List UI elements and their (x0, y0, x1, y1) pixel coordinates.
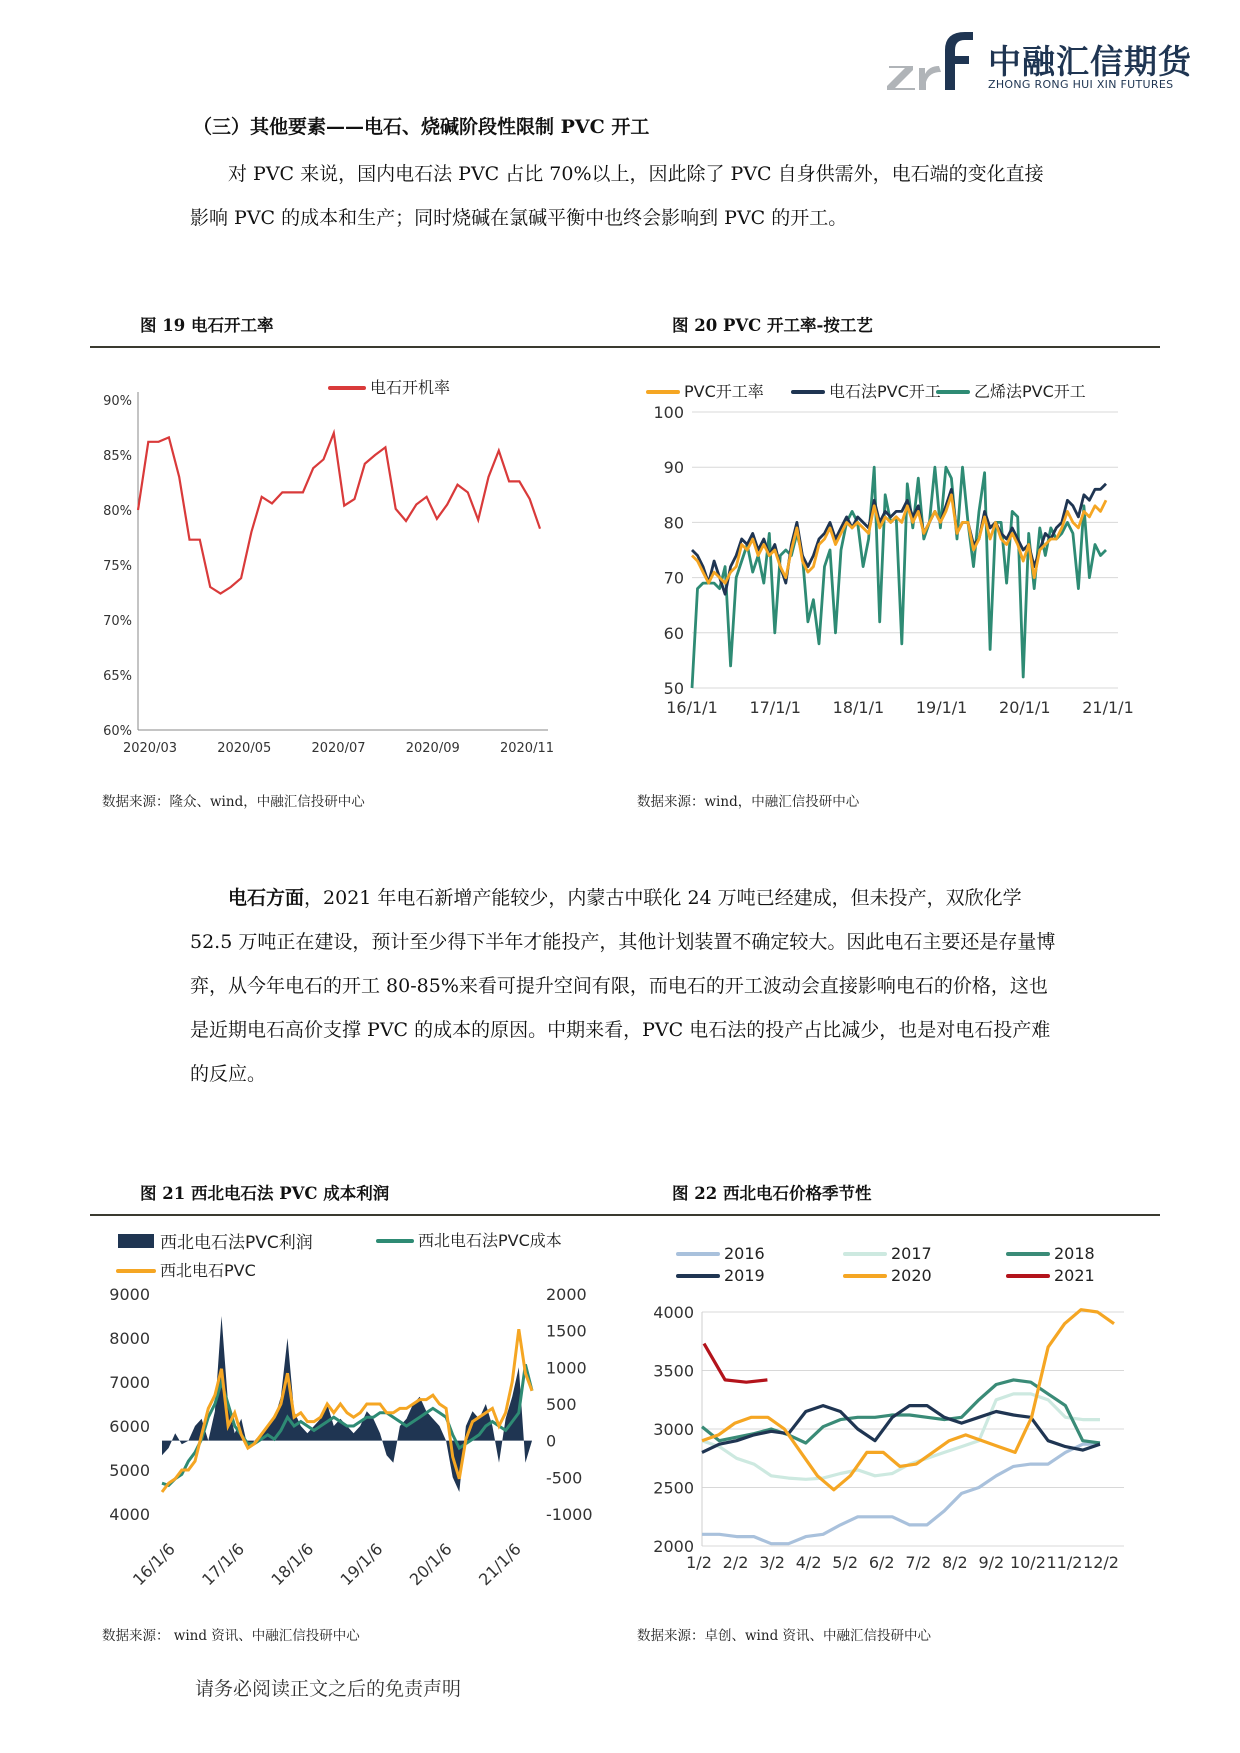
y-tick-label: 3000 (653, 1420, 694, 1439)
y-left-tick-label: 6000 (109, 1417, 150, 1436)
x-tick-label: 17/1/6 (198, 1539, 249, 1590)
legend-label-2: 乙烯法PVC开工 (974, 382, 1086, 401)
y-tick-label: 70 (663, 568, 684, 588)
x-tick-label: 3/2 (759, 1553, 785, 1572)
chart-northwest-carbide-seasonality (630, 1222, 1160, 1612)
x-tick-label: 4/2 (795, 1553, 822, 1572)
legend-label-4: 2020 (891, 1266, 932, 1285)
legend-label-1: 西北电石法PVC成本 (418, 1231, 562, 1250)
y-tick-label: 2500 (653, 1478, 694, 1498)
logo-company-english: ZHONG RONG HUI XIN FUTURES (988, 78, 1174, 91)
y-tick-label: 2000 (653, 1537, 694, 1556)
series-line-carbide-rate (138, 433, 540, 594)
legend-label-1: 电石法PVC开工 (829, 382, 941, 401)
y-right-tick-label: 1000 (546, 1358, 587, 1378)
x-tick-label: 20/1/6 (405, 1539, 456, 1590)
y-tick-label: 80 (663, 513, 684, 533)
x-tick-label: 12/2 (1083, 1553, 1119, 1572)
x-tick-label: 9/2 (978, 1553, 1005, 1572)
paragraph-intro (190, 152, 1060, 240)
paragraph-carbide (190, 876, 1060, 1096)
y-tick-label: 80% (103, 504, 132, 519)
y-tick-label: 65% (103, 669, 132, 684)
y-tick-label: 90 (663, 458, 684, 478)
y-right-tick-label: 0 (546, 1431, 557, 1451)
x-tick-label: 2020/11 (499, 741, 555, 756)
y-tick-label: 100 (653, 403, 684, 422)
x-tick-label: 16/1/1 (666, 698, 718, 717)
y-right-tick-label: 500 (546, 1395, 577, 1414)
x-tick-label: 18/1/6 (267, 1539, 318, 1590)
x-tick-label: 17/1/1 (749, 698, 801, 717)
x-tick-label: 18/1/1 (832, 698, 885, 717)
legend-label-5: 2021 (1054, 1266, 1095, 1285)
paragraph-intro-text: 对 PVC 来说，国内电石法 PVC 占比 70%以上，因此除了 PVC 自身供需外，电石端的变化直接影响 PVC 的成本和生产；同时烧碱在氯碱平衡中也终会影响到 PVC 的开工。 (190, 163, 1044, 229)
legend-label-0: PVC开工率 (684, 382, 764, 401)
x-tick-label: 2020/03 (122, 741, 178, 756)
y-tick-label: 3500 (653, 1361, 694, 1381)
x-tick-label: 20/1/1 (999, 698, 1051, 717)
legend-label-3: 2019 (724, 1266, 765, 1285)
x-tick-label: 19/1/6 (336, 1539, 387, 1590)
x-tick-label: 2/2 (722, 1553, 749, 1572)
figure-22-source: 数据来源：卓创、wind 资讯、中融汇信投研中心 (637, 1628, 932, 1644)
paragraph-carbide-text: ，2021 年电石新增产能较少，内蒙古中联化 24 万吨已经建成，但未投产，双欣化学 52.5 万吨正在建设，预计至少得下半年才能投产，其他计划装置不确定较大。因此电石主要还是存量博弈，从今年电石的开工 80-85%来看可提升空间有限，而电石的开工波动会直接影响电石的价格，这也是近期电石高价支撑 PVC 的成本的原因。中期来看，PVC 电石法的投产占比减少，也是对电石投产难的反应。 (190, 887, 1056, 1085)
x-tick-label: 2020/09 (405, 741, 460, 756)
y-tick-label: 90% (103, 394, 132, 409)
y-left-tick-label: 5000 (109, 1461, 150, 1480)
section-title: （三）其他要素——电石、烧碱阶段性限制 PVC 开工 (193, 116, 650, 138)
legend-label-1: 2017 (891, 1244, 932, 1263)
legend-label-0: 电石开机率 (370, 378, 451, 397)
y-right-tick-label: 1500 (546, 1321, 587, 1341)
legend-label-2: 2018 (1054, 1244, 1095, 1263)
legend-label-2: 西北电石PVC (160, 1261, 256, 1280)
x-tick-label: 21/1/1 (1082, 698, 1134, 717)
y-left-tick-label: 4000 (109, 1505, 150, 1524)
x-tick-label: 7/2 (905, 1553, 932, 1572)
y-tick-label: 75% (103, 559, 132, 574)
figure-divider-bottom (90, 1214, 1160, 1216)
figure-divider-top (90, 346, 1160, 348)
y-tick-label: 50 (663, 679, 684, 698)
x-tick-label: 6/2 (868, 1553, 895, 1572)
x-tick-label: 21/1/6 (474, 1539, 525, 1590)
legend-swatch-0 (118, 1234, 154, 1248)
y-tick-label: 85% (103, 449, 132, 464)
figure-22-title: 图 22 西北电石价格季节性 (672, 1184, 872, 1203)
x-tick-label: 11/2 (1046, 1553, 1083, 1572)
y-right-tick-label: 2000 (546, 1285, 587, 1304)
y-right-tick-label: -500 (546, 1468, 583, 1488)
y-tick-label: 60 (663, 623, 684, 643)
series-line-2016 (702, 1444, 1100, 1544)
y-left-tick-label: 8000 (109, 1329, 150, 1348)
y-tick-label: 60% (103, 724, 132, 739)
y-left-tick-label: 9000 (109, 1285, 150, 1304)
x-tick-label: 16/1/6 (128, 1539, 179, 1590)
figure-20-title: 图 20 PVC 开工率-按工艺 (672, 316, 873, 335)
paragraph-carbide-lead: 电石方面 (228, 887, 305, 909)
chart-pvc-operating-rate-by-process (630, 360, 1160, 760)
figure-19-source: 数据来源：隆众、wind，中融汇信投研中心 (102, 794, 365, 810)
legend-label-0: 西北电石法PVC利润 (160, 1233, 313, 1253)
x-tick-label: 2020/07 (311, 741, 366, 756)
figure-21-title: 图 21 西北电石法 PVC 成本利润 (140, 1184, 390, 1203)
x-tick-label: 10/2 (1009, 1553, 1046, 1572)
footer-disclaimer: 请务必阅读正文之后的免责声明 (195, 1678, 462, 1700)
x-tick-label: 2020/05 (217, 741, 272, 756)
x-tick-label: 5/2 (832, 1553, 859, 1572)
chart-carbide-operating-rate (90, 360, 620, 760)
zrf-logo-icon (885, 26, 975, 90)
chart-northwest-pvc-cost-profit (90, 1222, 620, 1612)
x-tick-label: 8/2 (941, 1553, 968, 1572)
figure-21-source: 数据来源： wind 资讯、中融汇信投研中心 (102, 1628, 360, 1644)
x-tick-label: 1/2 (686, 1553, 712, 1572)
figure-20-source: 数据来源：wind，中融汇信投研中心 (637, 794, 860, 810)
y-tick-label: 70% (103, 614, 132, 629)
y-left-tick-label: 7000 (109, 1373, 150, 1392)
y-tick-label: 4000 (653, 1303, 694, 1322)
legend-label-0: 2016 (724, 1244, 765, 1263)
figure-19-title: 图 19 电石开工率 (140, 316, 274, 335)
series-line-2021 (704, 1344, 767, 1383)
logo-company-name: 中融汇信期货 (988, 42, 1192, 81)
series-area-profit (162, 1316, 532, 1492)
y-right-tick-label: -1000 (546, 1505, 593, 1524)
x-tick-label: 19/1/1 (915, 698, 968, 717)
